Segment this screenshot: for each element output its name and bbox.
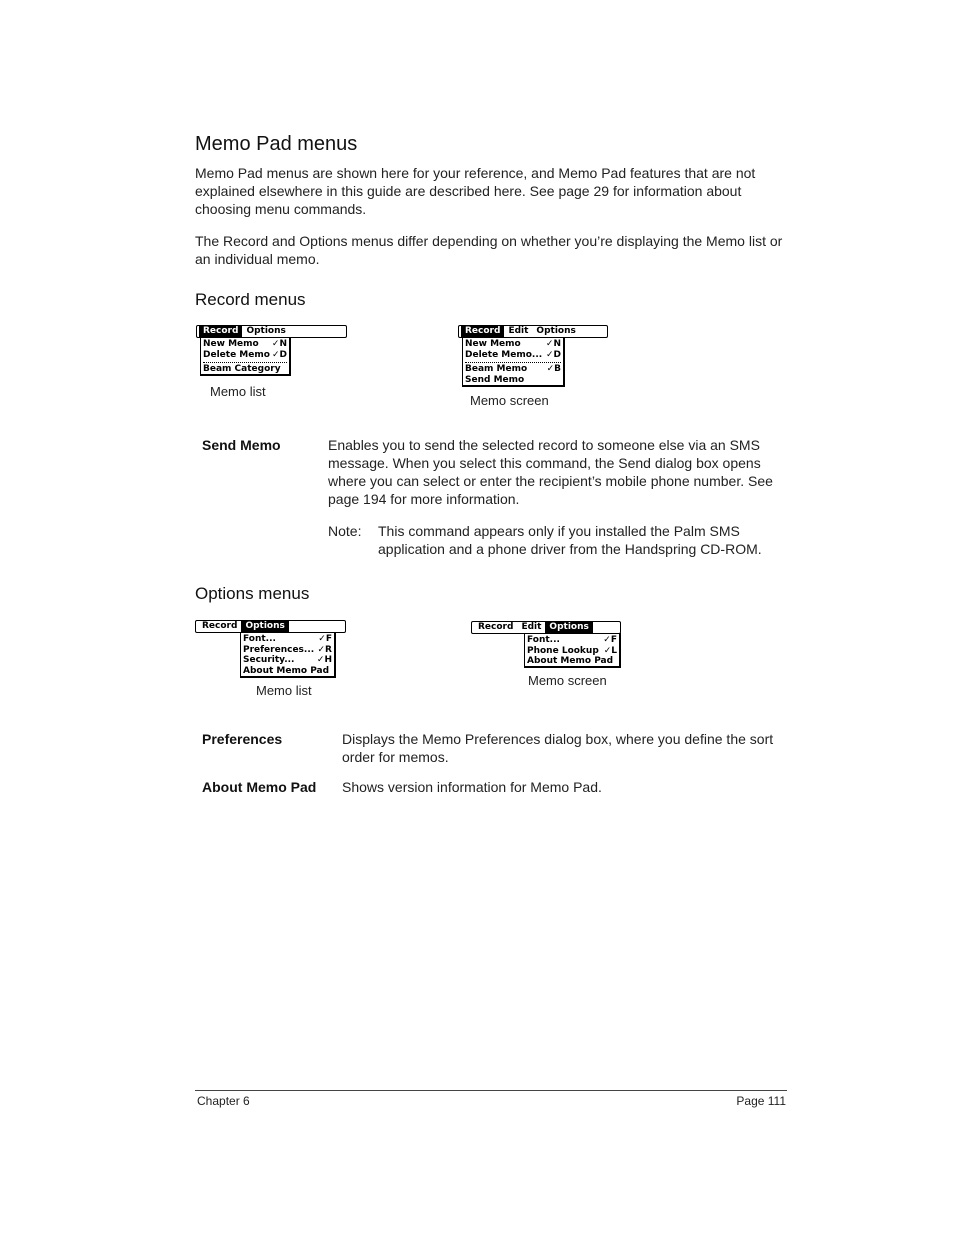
footer-chapter: Chapter 6 [197, 1094, 250, 1108]
footer-page-number: Page 111 [736, 1094, 786, 1108]
page-title: Memo Pad menus [195, 133, 358, 155]
menu-item-beam-category[interactable]: Beam Category [203, 364, 281, 374]
note-label: Note: [328, 523, 362, 539]
options-dropdown [240, 632, 336, 678]
caption-memo-list-options: Memo list [256, 683, 312, 698]
intro-paragraph: Memo Pad menus are shown here for your reference, and Memo Pad features that are not explained elsewhere in this guide are described here. See page 29 for information about choosing menu commands. [195, 165, 756, 217]
menu-options[interactable]: Options [241, 621, 288, 632]
menu-item-security[interactable]: Security... ✓H [243, 655, 332, 665]
menu-item-beam-memo[interactable]: Beam Memo ✓B [465, 364, 561, 374]
note-text: This command appears only if you installed the Palm SMS application and a phone driver from the Handspring CD-ROM. [378, 523, 762, 557]
menu-item-preferences[interactable]: Preferences... ✓R [243, 644, 332, 655]
description-send-memo: Enables you to send the selected record to someone else via an SMS message. When you select this command, the Send dialog box opens where you can select or enter the recipient’s mobile phone number. See page 194 for more information. [328, 437, 773, 507]
menu-separator [203, 362, 287, 363]
term-send-memo: Send Memo [202, 437, 281, 453]
term-preferences: Preferences [202, 731, 283, 747]
description-preferences: Displays the Memo Preferences dialog box, where you define the sort order for memos. [342, 731, 774, 765]
menu-item-font[interactable]: Font... ✓F [527, 635, 617, 645]
menu-separator [465, 362, 561, 363]
menu-record[interactable]: Record [461, 326, 504, 337]
options-menus-heading: Options menus [195, 584, 310, 603]
record-dropdown [200, 337, 291, 376]
caption-memo-list: Memo list [210, 384, 266, 399]
menu-record[interactable]: Record [202, 621, 238, 631]
menu-item-font[interactable]: Font... ✓F [243, 634, 332, 644]
menu-item-new-memo[interactable]: New Memo ✓N [465, 339, 561, 349]
menu-item-about-memo-pad[interactable]: About Memo Pad [527, 656, 614, 666]
footer-rule [195, 1090, 787, 1091]
menu-item-phone-lookup[interactable]: Phone Lookup ✓L [527, 645, 617, 656]
menu-options[interactable]: Options [536, 326, 576, 336]
menu-item-send-memo[interactable]: Send Memo [465, 374, 525, 385]
menu-record[interactable]: Record [478, 622, 514, 632]
menu-edit[interactable]: Edit [521, 622, 542, 632]
options-dropdown [524, 633, 621, 668]
menu-item-about-memo-pad[interactable]: About Memo Pad [243, 665, 330, 676]
menu-item-delete-memo[interactable]: Delete Memo... ✓D [465, 349, 561, 360]
record-menus-heading: Record menus [195, 290, 306, 309]
menu-record[interactable]: Record [199, 326, 242, 337]
menu-item-delete-memo[interactable]: Delete Memo ✓D [203, 349, 287, 360]
menu-edit[interactable]: Edit [508, 326, 529, 336]
intro-paragraph-2: The Record and Options menus differ depending on whether you’re displaying the Memo list or an individual memo. [195, 233, 783, 267]
term-about-memo-pad: About Memo Pad [202, 779, 317, 795]
caption-memo-screen-options: Memo screen [528, 673, 607, 688]
menu-item-new-memo[interactable]: New Memo ✓N [203, 339, 287, 349]
record-dropdown [462, 337, 565, 387]
description-about-memo-pad: Shows version information for Memo Pad. [342, 779, 602, 795]
caption-memo-screen: Memo screen [470, 393, 549, 408]
menu-options[interactable]: Options [545, 622, 592, 633]
menu-options[interactable]: Options [246, 326, 286, 336]
